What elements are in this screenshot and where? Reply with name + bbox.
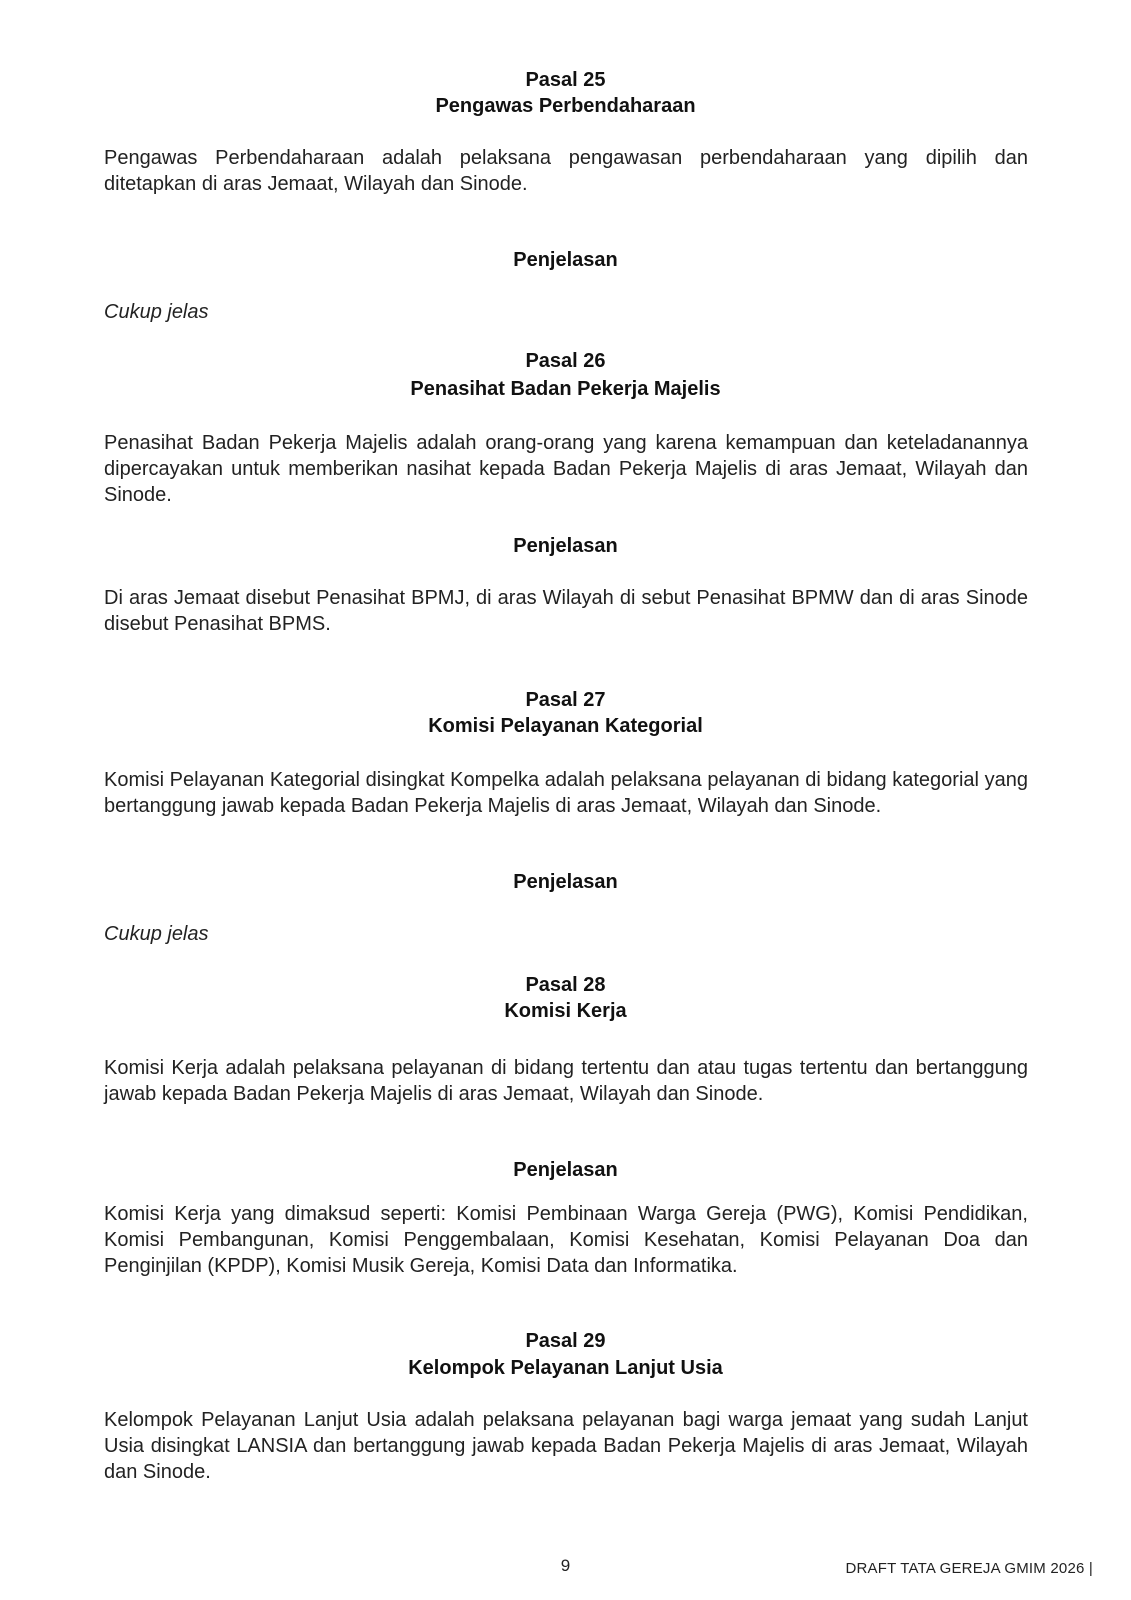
- pasal-27-number: Pasal 27: [525, 689, 606, 711]
- pasal-27-body: Komisi Pelayanan Kategorial disingkat Kompelka adalah pelaksana pelayanan di bidang kategorial yang bertanggung jawab kepada Badan Pekerja Majelis di aras Jemaat, Wilayah dan Sinode.: [104, 769, 1028, 817]
- pasal-26-number: Pasal 26: [525, 350, 606, 372]
- pasal-26-title: Penasihat Badan Pekerja Majelis: [410, 378, 721, 400]
- pasal-25-title: Pengawas Perbendaharaan: [435, 95, 696, 117]
- pasal-27-title: Komisi Pelayanan Kategorial: [428, 715, 703, 737]
- pasal-28-penjelasan-heading: Penjelasan: [513, 1159, 618, 1181]
- pasal-28-body: Komisi Kerja adalah pelaksana pelayanan di bidang tertentu dan atau tugas tertentu dan bertanggung jawab kepada Badan Pekerja Majelis di aras Jemaat, Wilayah dan Sinode.: [104, 1057, 1028, 1105]
- pasal-28-number: Pasal 28: [525, 974, 606, 996]
- pasal-28-title: Komisi Kerja: [504, 1000, 627, 1022]
- pasal-25-penjelasan-heading: Penjelasan: [513, 249, 618, 271]
- page-number: 9: [560, 1556, 571, 1575]
- pasal-26-penjelasan: Di aras Jemaat disebut Penasihat BPMJ, di aras Wilayah di sebut Penasihat BPMW dan di aras Sinode disebut Penasihat BPMS.: [104, 587, 1028, 635]
- pasal-27-penjelasan-heading: Penjelasan: [513, 871, 618, 893]
- pasal-27-penjelasan: Cukup jelas: [104, 923, 209, 945]
- footer-document-title: DRAFT TATA GEREJA GMIM 2026 |: [845, 1560, 1093, 1577]
- pasal-25-number: Pasal 25: [525, 69, 606, 91]
- pasal-26-penjelasan-heading: Penjelasan: [513, 535, 618, 557]
- pasal-29-body: Kelompok Pelayanan Lanjut Usia adalah pelaksana pelayanan bagi warga jemaat yang sudah Lanjut Usia disingkat LANSIA dan bertanggung jawab kepada Badan Pekerja Majelis di aras Jemaat, Wilayah dan Sinode.: [104, 1409, 1028, 1483]
- pasal-29-number: Pasal 29: [525, 1330, 606, 1352]
- pasal-29-title: Kelompok Pelayanan Lanjut Usia: [408, 1357, 723, 1379]
- pasal-28-penjelasan: Komisi Kerja yang dimaksud seperti: Komisi Pembinaan Warga Gereja (PWG), Komisi Pendidikan, Komisi Pembangunan, Komisi Penggembalaan, Komisi Kesehatan, Komisi Pelayanan Doa dan Penginjilan (KPDP), Komisi Musik Gereja, Komisi Data dan Informatika.: [104, 1203, 1028, 1277]
- pasal-25-body: Pengawas Perbendaharaan adalah pelaksana pengawasan perbendaharaan yang dipilih dan ditetapkan di aras Jemaat, Wilayah dan Sinode.: [104, 147, 1028, 195]
- pasal-26-body: Penasihat Badan Pekerja Majelis adalah orang-orang yang karena kemampuan dan keteladanannya dipercayakan untuk memberikan nasihat kepada Badan Pekerja Majelis di aras Jemaat, Wilayah dan Sinode.: [104, 432, 1028, 506]
- pasal-25-penjelasan: Cukup jelas: [104, 301, 209, 323]
